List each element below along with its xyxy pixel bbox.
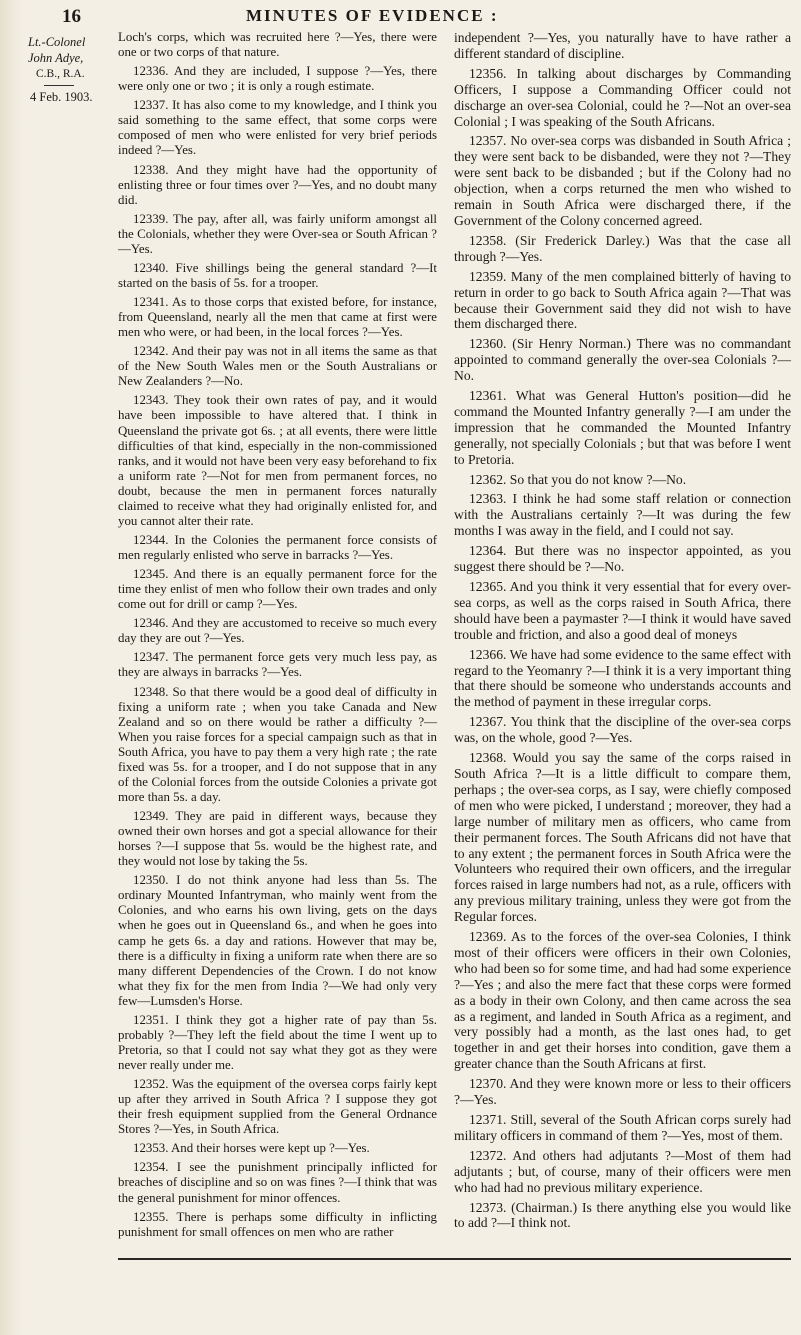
testimony-paragraph: 12371. Still, several of the South African corps surely had military officers in command of them ?—Yes, most of them. xyxy=(454,1112,791,1143)
bottom-rule xyxy=(118,1258,791,1260)
testimony-paragraph: 12367. You think that the discipline of the over-sea corps was, on the whole, good ?—Yes. xyxy=(454,714,791,746)
evidence-date: 4 Feb. 1903. xyxy=(30,90,93,104)
testimony-paragraph: 12345. And there is an equally permanent force for the time they enlist of men who follow their own trades and only come out for drill or camp ?—Yes. xyxy=(118,567,437,612)
right-text-column xyxy=(454,30,791,1235)
testimony-paragraph: 12350. I do not think anyone had less than 5s. The ordinary Mounted Infantryman, who mainly went from the Colonies, and who earns his own living, gets on the days when he goes out in Queensland 6s., and when he goes into camp he gets 6s. a day and rations. However that may be, there is a difficulty in fixing a uniform rate when there are so many different Dependencies of the Crown. I do not know what they fix for the men from India ?—We had only very few—Lumsden's Horse. xyxy=(118,873,437,1008)
testimony-paragraph: 12351. I think they got a higher rate of pay than 5s. probably ?—They left the field about the time I went up to Pretoria, so that I could not say what they got as they were never really under me. xyxy=(118,1012,437,1072)
running-head: MINUTES OF EVIDENCE : xyxy=(246,6,499,25)
witness-margin-note xyxy=(28,34,112,105)
left-text-column xyxy=(118,30,437,1244)
testimony-paragraph: 12347. The permanent force gets very much less pay, as they are always in barracks ?—Yes. xyxy=(118,650,437,680)
testimony-paragraph: 12344. In the Colonies the permanent force consists of men regularly enlisted who serve in barracks ?—Yes. xyxy=(118,532,437,562)
testimony-paragraph: 12373. (Chairman.) Is there anything else you would like to add ?—I think not. xyxy=(454,1199,791,1231)
testimony-paragraph: 12348. So that there would be a good deal of difficulty in fixing a uniform rate ; when you take Canada and New Zealand and so on there would be rather a difficulty ?—When you raise forces for a special campaign such as that in South Africa, you have to pay them a very high rate ; the rate fixed was 5s. for a trooper, and I do not suppose that in any of the Colonial forces from the outside Colonies a private got more than 5s. a day. xyxy=(118,684,437,804)
page-number: 16 xyxy=(62,6,81,27)
testimony-paragraph: 12369. As to the forces of the over-sea Colonies, I think most of their officers were officers in their own Colonies, who had been so for some time, and had had some experience ?—Yes ; and also the mere fact that these corps were formed as a body in their own Colony, and then came across the sea as a regiment, and landed in South Africa as a regiment, and very possibly had a month, as the last ones had, to get together in and get their horses into condition, gave them a greater chance than the South Africans at first. xyxy=(454,929,791,1072)
testimony-paragraph: 12359. Many of the men complained bitterly of having to return in order to go back to South Africa again ?—That was because their Government said they did not wish to have them discharged there. xyxy=(454,268,791,332)
witness-name: John Adye, xyxy=(28,51,84,65)
testimony-paragraph: 12355. There is perhaps some difficulty in inflicting punishment for small offences on men who are rather xyxy=(118,1209,437,1239)
testimony-paragraph: 12364. But there was no inspector appointed, as you suggest there should be ?—No. xyxy=(454,543,791,575)
testimony-paragraph: 12337. It has also come to my knowledge, and I think you said something to the same effect, that some corps were composed of men who were enlisted for very brief periods indeed ?—Yes. xyxy=(118,98,437,158)
margin-divider xyxy=(44,85,74,86)
testimony-paragraph: 12358. (Sir Frederick Darley.) Was that the case all through ?—Yes. xyxy=(454,232,791,264)
testimony-paragraph: 12349. They are paid in different ways, because they owned their own horses and got a special allowance for their horses ?—I suppose that 5s. would be the highest rate, and they would not lose by taking the 5s. xyxy=(118,809,437,869)
testimony-paragraph: 12361. What was General Hutton's position—did he command the Mounted Infantry generally ?—I am under the impression that he commanded the Mounted Infantry generally, not specially Colonials ; but that was before I went to Pretoria. xyxy=(454,388,791,467)
testimony-paragraph: 12336. And they are included, I suppose ?—Yes, there were only one or two ; it is only a rough estimate. xyxy=(118,64,437,94)
testimony-paragraph: Loch's corps, which was recruited here ?—Yes, there were one or two corps of that nature. xyxy=(118,30,437,60)
testimony-paragraph: 12370. And they were known more or less to their officers ?—Yes. xyxy=(454,1076,791,1108)
testimony-paragraph: 12356. In talking about discharges by Commanding Officers, I suppose a Commanding Officer could not discharge an over-sea Colonial, could he ?—Not an over-sea Colonial ; I was speaking of the South Africans. xyxy=(454,65,791,129)
testimony-paragraph: 12366. We have had some evidence to the same effect with regard to the Yeomanry ?—I think it is a very important thing that there should be someone who understands accounts and the method of payment in these irregular corps. xyxy=(454,646,791,710)
testimony-paragraph: 12360. (Sir Henry Norman.) There was no commandant appointed to command generally the over-sea Colonials ?—No. xyxy=(454,336,791,384)
testimony-paragraph: 12357. No over-sea corps was disbanded in South Africa ; they were sent back to be disbanded, were they not ?—They were sent back to be disbanded ; but if the Colony had no objection, when a corps returned the men who wished to remain in South Africa were discharged there, if the Government of the Colony concerned agreed. xyxy=(454,133,791,228)
testimony-paragraph: 12340. Five shillings being the general standard ?—It started on the basis of 5s. for a trooper. xyxy=(118,260,437,290)
testimony-paragraph: 12372. And others had adjutants ?—Most of them had adjutants ; but, of course, many of their officers were men who had had no previous military experience. xyxy=(454,1147,791,1195)
witness-honours: C.B., R.A. xyxy=(36,68,85,80)
testimony-paragraph: 12338. And they might have had the opportunity of enlisting three or four times over ?—Yes, and no doubt many did. xyxy=(118,162,437,207)
testimony-paragraph: 12346. And they are accustomed to receive so much every day they are out ?—Yes. xyxy=(118,616,437,646)
testimony-paragraph: 12368. Would you say the same of the corps raised in South Africa ?—It is a little difficult to compare them, perhaps ; the over-sea corps, as I say, were chiefly composed of men who were picked, I understand ; moreover, they had a large number of military men as officers, who came from their permanent forces. The South Africans did not have that to any extent ; the permanent forces in South Africa were the Volunteers who required their own officers, and the irregular forces raised in large numbers had not, as a rule, officers with any previous military training, unless they were got from the Regular forces. xyxy=(454,750,791,925)
page-spine-shadow xyxy=(0,0,22,1335)
testimony-paragraph: 12354. I see the punishment principally inflicted for breaches of discipline and so on was fines ?—I think that was the general punishment for minor offences. xyxy=(118,1160,437,1205)
witness-rank: Lt.-Colonel xyxy=(28,35,86,49)
testimony-paragraph: 12353. And their horses were kept up ?—Yes. xyxy=(133,1141,370,1156)
testimony-paragraph: independent ?—Yes, you naturally have to have rather a different standard of discipline. xyxy=(454,30,791,61)
testimony-paragraph: 12341. As to those corps that existed before, for instance, from Queensland, nearly all the men that came at first were men who were, or had been, in the local forces ?—Yes. xyxy=(118,295,437,340)
testimony-paragraph: 12365. And you think it very essential that for every over-sea corps, as well as the corps raised in South Africa, there should have been a paymaster ?—I think it would have saved trouble and friction, and also a good deal of moneys xyxy=(454,579,791,642)
testimony-paragraph: 12363. I think he had some staff relation or connection with the Australians certainly ?—It was during the few months I was away in the field, and I could not say. xyxy=(454,491,791,539)
testimony-paragraph: 12343. They took their own rates of pay, and it would have been impossible to have altered that. I think in Queensland the private got 6s. ; at all events, there were little difficulties of that kind, especially in the non-commissioned ranks, and it would not have been very easy beforehand to fix a uniform rate ?—Not for men from permanent forces, no doubt, because the men in permanent forces naturally claimed to receive what they had originally enlisted for, and you cannot alter their rate. xyxy=(118,393,437,528)
testimony-paragraph: 12352. Was the equipment of the oversea corps fairly kept up after they arrived in South Africa ? I suppose they got their fresh equipment supplied from the General Ordnance Stores ?—Yes, in South Africa. xyxy=(118,1077,437,1137)
testimony-paragraph: 12342. And their pay was not in all items the same as that of the New South Wales men or the South Australians or New Zealanders ?—No. xyxy=(118,344,437,389)
testimony-paragraph: 12339. The pay, after all, was fairly uniform amongst all the Colonials, whether they were Over-sea or South African ?—Yes. xyxy=(118,211,437,256)
testimony-paragraph: 12362. So that you do not know ?—No. xyxy=(469,471,687,487)
